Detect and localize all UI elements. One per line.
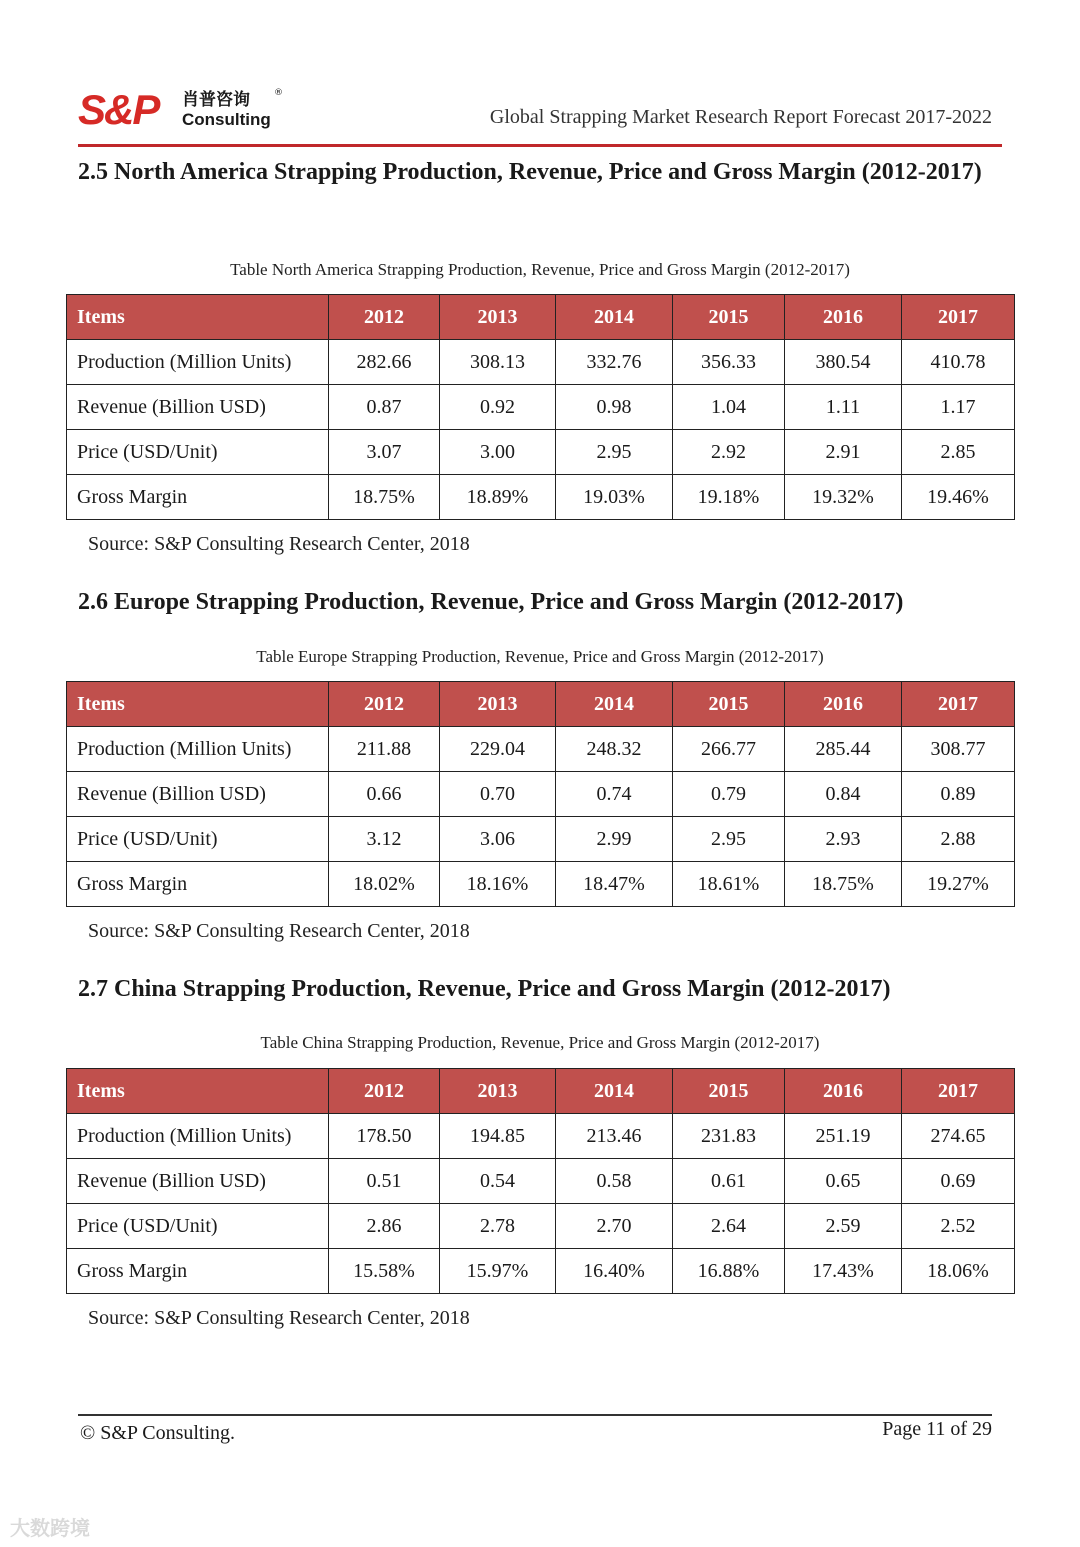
column-header: 2015 xyxy=(673,1069,785,1114)
column-header: Items xyxy=(67,295,329,340)
row-label: Price (USD/Unit) xyxy=(67,817,329,862)
table-cell: 0.92 xyxy=(440,385,556,430)
table-cell: 0.69 xyxy=(902,1159,1015,1204)
company-logo xyxy=(78,88,288,132)
table-cell: 1.17 xyxy=(902,385,1015,430)
table-cell: 19.18% xyxy=(673,475,785,520)
column-header: 2013 xyxy=(440,295,556,340)
table-row xyxy=(67,862,1015,907)
source-note-china: Source: S&P Consulting Research Center, 2018 xyxy=(88,1307,470,1329)
column-header: 2014 xyxy=(556,1069,673,1114)
table-header-row xyxy=(67,682,1015,727)
row-label: Price (USD/Unit) xyxy=(67,1204,329,1249)
report-title: Global Strapping Market Research Report Forecast 2017-2022 xyxy=(489,106,992,128)
row-label: Production (Million Units) xyxy=(67,340,329,385)
table-cell: 380.54 xyxy=(785,340,902,385)
column-header: 2017 xyxy=(902,295,1015,340)
logo-chinese-name: 肖普咨询 xyxy=(182,90,250,110)
column-header: 2016 xyxy=(785,295,902,340)
table-cell: 0.58 xyxy=(556,1159,673,1204)
table-cell: 3.06 xyxy=(440,817,556,862)
table-cell: 2.93 xyxy=(785,817,902,862)
table-cell: 3.00 xyxy=(440,430,556,475)
table-cell: 2.95 xyxy=(673,817,785,862)
row-label: Revenue (Billion USD) xyxy=(67,772,329,817)
table-cell: 231.83 xyxy=(673,1114,785,1159)
table-row xyxy=(67,475,1015,520)
table-cell: 0.51 xyxy=(329,1159,440,1204)
table-cell: 2.99 xyxy=(556,817,673,862)
table-cell: 17.43% xyxy=(785,1249,902,1294)
table-cell: 0.54 xyxy=(440,1159,556,1204)
table-cell: 213.46 xyxy=(556,1114,673,1159)
column-header: 2016 xyxy=(785,1069,902,1114)
table-cell: 2.88 xyxy=(902,817,1015,862)
table-cell: 2.70 xyxy=(556,1204,673,1249)
source-note-europe: Source: S&P Consulting Research Center, 2018 xyxy=(88,920,470,942)
table-cell: 0.65 xyxy=(785,1159,902,1204)
table-cell: 0.66 xyxy=(329,772,440,817)
table-cell: 19.32% xyxy=(785,475,902,520)
copyright-notice: © S&P Consulting. xyxy=(80,1422,236,1444)
table-cell: 410.78 xyxy=(902,340,1015,385)
column-header: 2012 xyxy=(329,1069,440,1114)
table-cell: 0.74 xyxy=(556,772,673,817)
table-cell: 18.06% xyxy=(902,1249,1015,1294)
table-cell: 1.11 xyxy=(785,385,902,430)
column-header: 2012 xyxy=(329,682,440,727)
table-header-row xyxy=(67,1069,1015,1114)
table-row xyxy=(67,385,1015,430)
table-cell: 19.03% xyxy=(556,475,673,520)
table-cell: 16.40% xyxy=(556,1249,673,1294)
table-cell: 18.16% xyxy=(440,862,556,907)
table-cell: 308.13 xyxy=(440,340,556,385)
row-label: Production (Million Units) xyxy=(67,1114,329,1159)
source-note-north-america: Source: S&P Consulting Research Center, 2018 xyxy=(88,533,470,555)
table-cell: 332.76 xyxy=(556,340,673,385)
table-row xyxy=(67,772,1015,817)
column-header: 2015 xyxy=(673,682,785,727)
table-row xyxy=(67,430,1015,475)
column-header: Items xyxy=(67,1069,329,1114)
table-cell: 2.52 xyxy=(902,1204,1015,1249)
table-cell: 1.04 xyxy=(673,385,785,430)
table-cell: 2.86 xyxy=(329,1204,440,1249)
logo-brand: S&P xyxy=(78,86,159,133)
table-caption-europe: Table Europe Strapping Production, Revenue, Price and Gross Margin (2012-2017) xyxy=(256,647,824,666)
section-heading-china: 2.7 China Strapping Production, Revenue, Price and Gross Margin (2012-2017) xyxy=(78,976,891,1002)
table-caption-china: Table China Strapping Production, Revenue, Price and Gross Margin (2012-2017) xyxy=(260,1033,820,1052)
table-cell: 266.77 xyxy=(673,727,785,772)
table-cell: 19.46% xyxy=(902,475,1015,520)
table-header-row xyxy=(67,295,1015,340)
table-cell: 15.58% xyxy=(329,1249,440,1294)
table-cell: 18.02% xyxy=(329,862,440,907)
table-cell: 18.61% xyxy=(673,862,785,907)
table-row xyxy=(67,1204,1015,1249)
table-cell: 251.19 xyxy=(785,1114,902,1159)
table-cell: 356.33 xyxy=(673,340,785,385)
column-header: 2013 xyxy=(440,1069,556,1114)
table-cell: 308.77 xyxy=(902,727,1015,772)
table-cell: 248.32 xyxy=(556,727,673,772)
table-cell: 2.92 xyxy=(673,430,785,475)
table-cell: 18.47% xyxy=(556,862,673,907)
row-label: Gross Margin xyxy=(67,862,329,907)
section-heading-europe: 2.6 Europe Strapping Production, Revenue, Price and Gross Margin (2012-2017) xyxy=(78,589,904,615)
table-cell: 194.85 xyxy=(440,1114,556,1159)
footer-divider xyxy=(78,1414,992,1416)
row-label: Revenue (Billion USD) xyxy=(67,385,329,430)
table-cell: 19.27% xyxy=(902,862,1015,907)
table-row xyxy=(67,727,1015,772)
europe-table xyxy=(66,681,1015,907)
header-divider xyxy=(78,144,1002,147)
table-cell: 18.89% xyxy=(440,475,556,520)
table-cell: 178.50 xyxy=(329,1114,440,1159)
column-header: 2015 xyxy=(673,295,785,340)
table-row xyxy=(67,1159,1015,1204)
table-cell: 0.87 xyxy=(329,385,440,430)
table-caption-north-america: Table North America Strapping Production, Revenue, Price and Gross Margin (2012-2017) xyxy=(230,260,850,279)
row-label: Gross Margin xyxy=(67,475,329,520)
table-cell: 2.78 xyxy=(440,1204,556,1249)
column-header: 2013 xyxy=(440,682,556,727)
page-number: Page 11 of 29 xyxy=(882,1418,992,1440)
column-header: 2017 xyxy=(902,682,1015,727)
table-row xyxy=(67,1114,1015,1159)
table-row xyxy=(67,1249,1015,1294)
table-cell: 3.12 xyxy=(329,817,440,862)
row-label: Price (USD/Unit) xyxy=(67,430,329,475)
column-header: 2014 xyxy=(556,295,673,340)
table-cell: 18.75% xyxy=(785,862,902,907)
china-table xyxy=(66,1068,1015,1294)
row-label: Gross Margin xyxy=(67,1249,329,1294)
table-cell: 211.88 xyxy=(329,727,440,772)
row-label: Production (Million Units) xyxy=(67,727,329,772)
table-cell: 2.59 xyxy=(785,1204,902,1249)
table-cell: 3.07 xyxy=(329,430,440,475)
table-cell: 282.66 xyxy=(329,340,440,385)
table-cell: 0.61 xyxy=(673,1159,785,1204)
watermark: 大数跨境 xyxy=(10,1516,90,1540)
column-header: 2014 xyxy=(556,682,673,727)
table-row xyxy=(67,340,1015,385)
table-cell: 2.64 xyxy=(673,1204,785,1249)
section-heading-north-america: 2.5 North America Strapping Production, Revenue, Price and Gross Margin (2012-2017) xyxy=(78,159,982,185)
logo-registered-mark: ® xyxy=(274,88,283,98)
column-header: 2016 xyxy=(785,682,902,727)
table-cell: 18.75% xyxy=(329,475,440,520)
table-cell: 16.88% xyxy=(673,1249,785,1294)
table-cell: 0.98 xyxy=(556,385,673,430)
north-america-table xyxy=(66,294,1015,520)
table-cell: 0.79 xyxy=(673,772,785,817)
table-cell: 2.85 xyxy=(902,430,1015,475)
column-header: 2012 xyxy=(329,295,440,340)
table-cell: 15.97% xyxy=(440,1249,556,1294)
table-row xyxy=(67,817,1015,862)
table-cell: 2.91 xyxy=(785,430,902,475)
logo-english-name: Consulting xyxy=(182,110,271,129)
row-label: Revenue (Billion USD) xyxy=(67,1159,329,1204)
table-cell: 274.65 xyxy=(902,1114,1015,1159)
table-cell: 0.84 xyxy=(785,772,902,817)
column-header: 2017 xyxy=(902,1069,1015,1114)
table-cell: 2.95 xyxy=(556,430,673,475)
table-cell: 285.44 xyxy=(785,727,902,772)
table-cell: 0.70 xyxy=(440,772,556,817)
column-header: Items xyxy=(67,682,329,727)
table-cell: 229.04 xyxy=(440,727,556,772)
table-cell: 0.89 xyxy=(902,772,1015,817)
